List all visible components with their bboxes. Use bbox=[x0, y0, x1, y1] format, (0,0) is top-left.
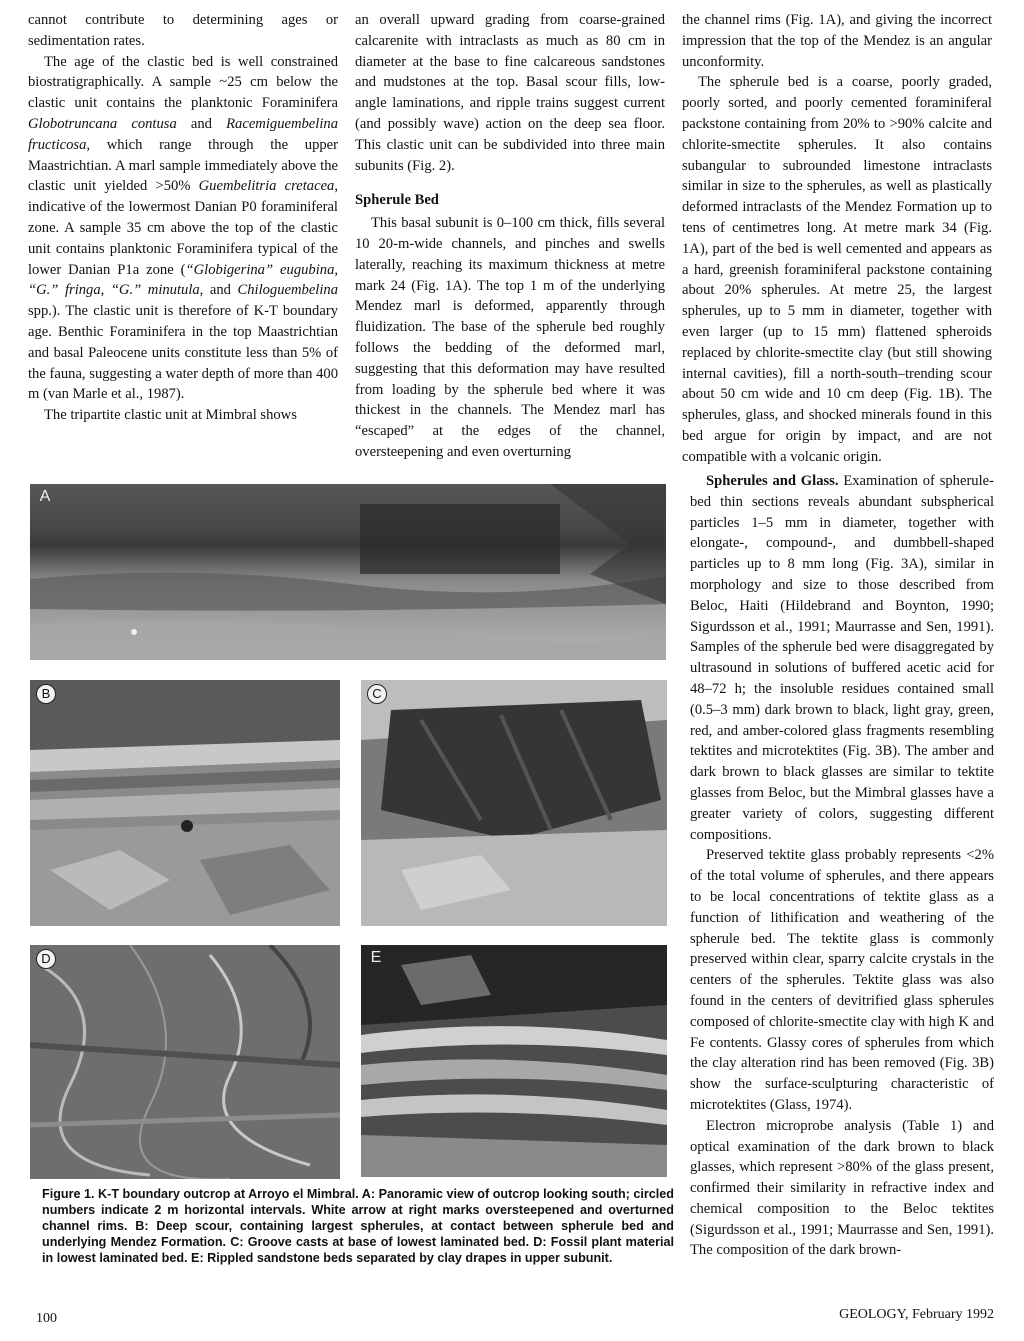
paragraph: The age of the clastic bed is well constrained biostratigraphically. A sample ~25 cm below the clastic unit contains the planktonic Foraminifera Globotruncana contusa and Racemiguembelina fructicosa, which range through the upper Maastrichtian. A marl sample immediately above the clastic unit yielded >50% Guembelitria cretacea, indicative of the lowermost Danian P0 foraminiferal zone. A sample 35 cm above the top of the clastic unit contains planktonic Foraminifera typical of the lower Danian P1a zone (“Globigerina” eugubina, “G.” fringa, “G.” minutula, and Chiloguembelina spp.). The clastic unit is therefore of K-T boundary age. Benthic Foraminifera in the top Maastrichtian and basal Paleocene units constitute less than 5% of the fauna, suggesting a water depth of more than 400 m (van Marle et al., 1987). bbox=[28, 53, 339, 403]
caption-text: K-T boundary outcrop at Arroyo el Mimbral. A: Panoramic view of outcrop looking south; circled numbers indicate 2 m horizontal intervals. White arrow at right marks oversteepened and overturned channel rims. B: Deep scour, containing largest spherules, at contact between spherule bed and underlying Mendez Formation. C: Groove casts at base of lowest laminated bed. D: Fossil plant material in lowest laminated bed. E: Rippled sandstone beds separated by clay drapes in upper subunit. bbox=[42, 1187, 675, 1265]
panel-label-e: E bbox=[370, 949, 382, 966]
panel-label-b: B bbox=[36, 684, 56, 704]
figure-panel-b-photo bbox=[30, 680, 340, 926]
panel-label-a: A bbox=[39, 488, 51, 505]
text-column-3-upper bbox=[682, 10, 992, 468]
paragraph: The tripartite clastic unit at Mimbral shows bbox=[44, 407, 297, 424]
figure-panel-e-photo bbox=[361, 945, 667, 1177]
figure-panel-d-photo bbox=[30, 945, 340, 1179]
panel-label-c: C bbox=[367, 684, 387, 704]
caption-label: Figure 1. bbox=[42, 1187, 95, 1201]
paragraph: The spherule bed is a coarse, poorly graded, poorly sorted, and poorly cemented foraminiferal packstone containing from 20% to >90% calcite and chlorite-smectite spherules. It also contains subangular to subrounded limestone intraclasts similar in size to the spherules, as well as plastically deformed intraclasts of the Mendez Formation up to tens of centimetres long. At metre mark 34 (Fig. 1A), part of the bed is well cemented and appears as a hard, greenish foraminiferal packstone containing about 20% spherules. At metre 25, the largest spherules, up to 5 mm in diameter, together with even larger (up to 15 mm) flattened spheroids replaced by chlorite-smectite clay (but still showing internal cavities), fill a north-south–trending scour about 50 cm wide and 10 cm deep (Fig. 1B). The spherules, glass, and shocked minerals found in this bed argue for origin by impact, and are not compatible with a volcanic origin. bbox=[682, 74, 992, 465]
figure-panel-c-photo bbox=[361, 680, 667, 926]
journal-footer: GEOLOGY, February 1992 bbox=[839, 1307, 994, 1322]
text-column-2 bbox=[355, 10, 665, 463]
panel-label-d: D bbox=[36, 949, 56, 969]
runin-heading: Spherules and Glass. bbox=[706, 473, 839, 489]
paragraph: cannot contribute to determining ages or sedimentation rates. bbox=[28, 12, 338, 49]
figure-panel-a-photo bbox=[30, 484, 666, 660]
paragraph: Spherules and Glass. Examination of spherule-bed thin sections reveals abundant subspherical particles 1–5 mm in diameter, together with elongate-, compound-, and dumbbell-shaped particles up to 8 mm long (Fig. 3A), similar in morphology and size to those described from Beloc, Haiti (Hildebrand and Boynton, 1990; Sigurdsson et al., 1991; Maurrasse and Sen, 1991). Samples of the spherule bed were disaggregated by ultrasound in solutions of buffered acetic acid for 48–72 h; the insoluble residues contained small (0.5–3 mm) dark brown to black, light gray, green, red, and amber-colored glass fragments resembling tektites and microtektites (Fig. 3B). The amber and dark brown to black glasses are similar to tektite glasses from Beloc, but the Mimbral glasses have a greater variety of colors, suggesting different compositions. bbox=[690, 473, 994, 843]
paragraph: the channel rims (Fig. 1A), and giving the incorrect impression that the top of the Mendez is an angular unconformity. bbox=[682, 12, 992, 70]
paragraph: Preserved tektite glass probably represents <2% of the total volume of spherules, and there appears to be local concentrations of tektite glass as a function of lithification and weathering of the spherule bed. The tektite glass is commonly preserved within clear, sparry calcite crystals in the centers of the spherules. Tektite glass was also found in the centers of devitrified glass spherules composed of chlorite-smectite clay with high K and Fe contents. Glassy cores of spherules from which the clay alteration rind has been removed (Fig. 3B) show the surface-sculpturing characteristic of microtektites (Glass, 1974). bbox=[690, 847, 994, 1113]
figure-caption bbox=[42, 1186, 674, 1266]
text-column-3-lower bbox=[690, 471, 994, 1261]
paragraph: This basal subunit is 0–100 cm thick, fills several 10 20-m-wide channels, and pinches and swells laterally, reaching its maximum thickness at metre mark 24 (Fig. 1A). The top 1 m of the underlying Mendez marl is deformed, apparently through fluidization. The base of the spherule bed roughly follows the bedding of the deformed marl, suggesting that this deformation may have resulted from loading by the spherule bed where it was thickest in the channels. The Mendez marl has “escaped” at the edges of the channel, oversteepening and even overturning bbox=[355, 215, 665, 460]
paragraph: Electron microprobe analysis (Table 1) and optical examination of the dark brown to black glasses, which represent >80% of the glass present, confirmed their similarity in refractive index and chemical composition to the Beloc tektites (Sigurdsson et al., 1991; Maurrasse and Sen, 1991). The composition of the dark brown- bbox=[690, 1117, 994, 1259]
text-column-1 bbox=[28, 10, 338, 426]
paragraph: an overall upward grading from coarse-grained calcarenite with intraclasts as much as 80 cm in diameter at the base to fine calcareous sandstones and mudstones at the top. Basal scour fills, low-angle laminations, and ripple trains suggest current (and possibly wave) action on the deep sea floor. This clastic unit can be subdivided into three main subunits (Fig. 2). bbox=[355, 12, 665, 174]
page-number: 100 bbox=[36, 1311, 57, 1326]
section-heading: Spherule Bed bbox=[355, 192, 439, 209]
